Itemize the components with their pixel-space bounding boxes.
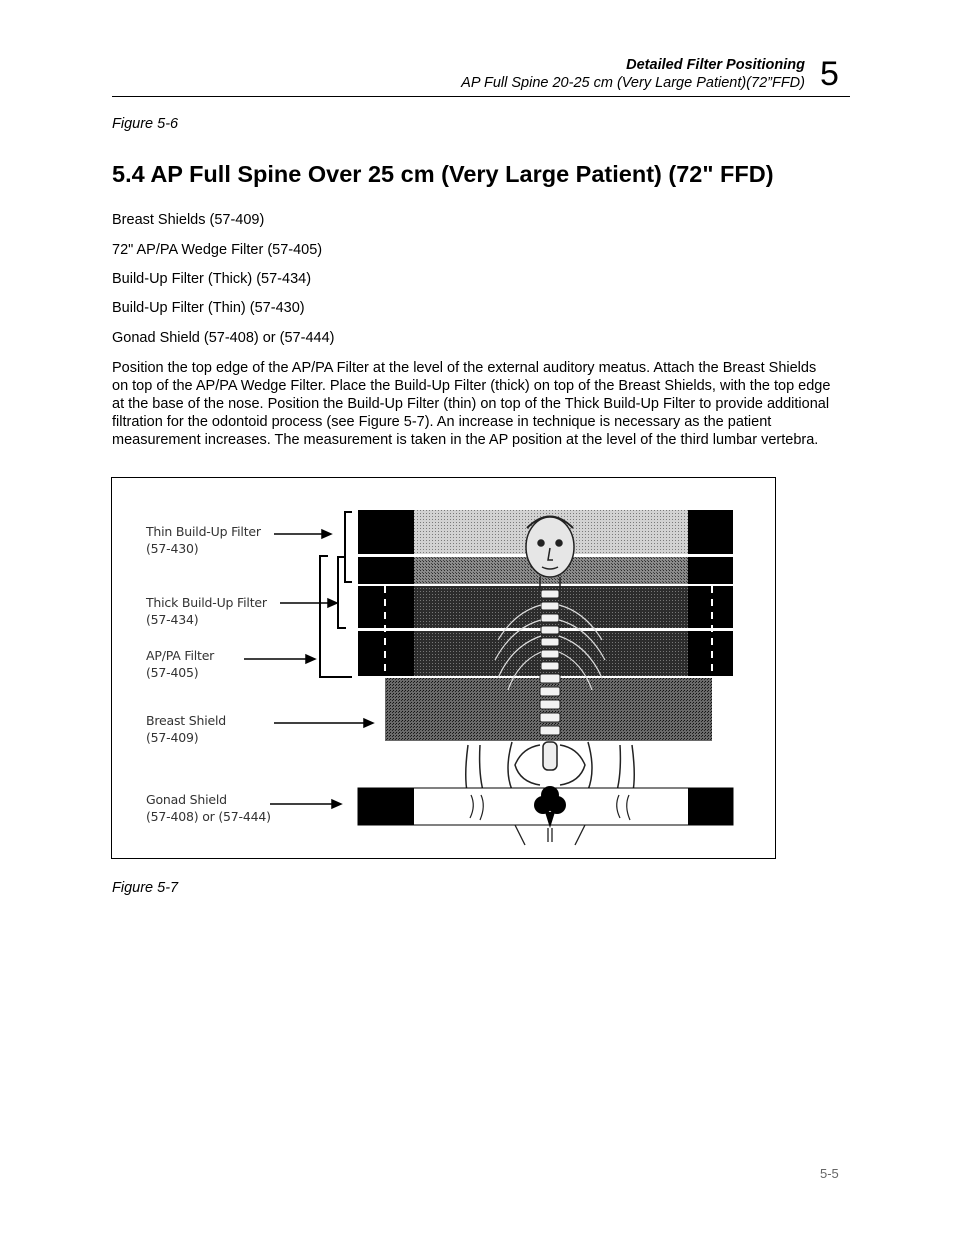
running-header-title: Detailed Filter Positioning <box>626 57 805 73</box>
item-wedge-filter: 72" AP/PA Wedge Filter (57-405) <box>112 242 323 258</box>
label-thin-part: (57-430) <box>146 541 199 556</box>
label-thick-build-up-filter <box>146 594 267 628</box>
label-thick-name: Thick Build-Up Filter <box>146 595 267 610</box>
item-thin-filter: Build-Up Filter (Thin) (57-430) <box>112 300 305 316</box>
chapter-number: 5 <box>820 55 839 93</box>
figure-caption-top: Figure 5-6 <box>112 116 179 132</box>
label-thin-name: Thin Build-Up Filter <box>146 524 261 539</box>
label-breast-shield <box>146 712 226 746</box>
label-gonad-part: (57-408) or (57-444) <box>146 809 271 824</box>
bracket-thin-filter <box>345 512 352 582</box>
label-breast-part: (57-409) <box>146 730 199 745</box>
label-appa-part: (57-405) <box>146 665 199 680</box>
label-ap-pa-filter <box>146 647 214 681</box>
figure-caption-bottom: Figure 5-7 <box>112 880 179 896</box>
label-gonad-shield <box>146 791 271 825</box>
label-gonad-name: Gonad Shield <box>146 792 227 807</box>
item-thick-filter: Build-Up Filter (Thick) (57-434) <box>112 271 312 287</box>
item-breast-shields: Breast Shields (57-409) <box>112 212 265 228</box>
gonad-shield-shape <box>358 786 733 828</box>
label-appa-name: AP/PA Filter <box>146 648 215 663</box>
running-header-subtitle: AP Full Spine 20-25 cm (Very Large Patient)(72”FFD) <box>461 75 805 91</box>
leader-arrows <box>244 530 373 808</box>
instructions-paragraph: Position the top edge of the AP/PA Filter at the level of the external auditory meatus. Attach the Breast Shields on top of the AP/PA Wedge Filter. Place the Build-Up Filter (thick) on top of the Breast Shields, with the top edge at the base of the nose. Position the Build-Up Filter (thin) on top of the Thick Build-Up Filter to provide additional filtration for the odontoid process (see Figure 5-7). An increase in technique is necessary as the patient measurement increases. The measurement is taken in the AP position at the level of the third lumbar vertebra. <box>112 360 831 448</box>
label-thin-build-up-filter <box>146 523 261 557</box>
label-breast-name: Breast Shield <box>146 713 227 728</box>
item-gonad-shield: Gonad Shield (57-408) or (57-444) <box>112 330 335 346</box>
section-title: 5.4 AP Full Spine Over 25 cm (Very Large Patient) (72" FFD) <box>112 161 774 187</box>
label-thick-part: (57-434) <box>146 612 199 627</box>
page-number: 5-5 <box>820 1166 839 1181</box>
bracket-ap-pa-filter <box>320 556 352 677</box>
